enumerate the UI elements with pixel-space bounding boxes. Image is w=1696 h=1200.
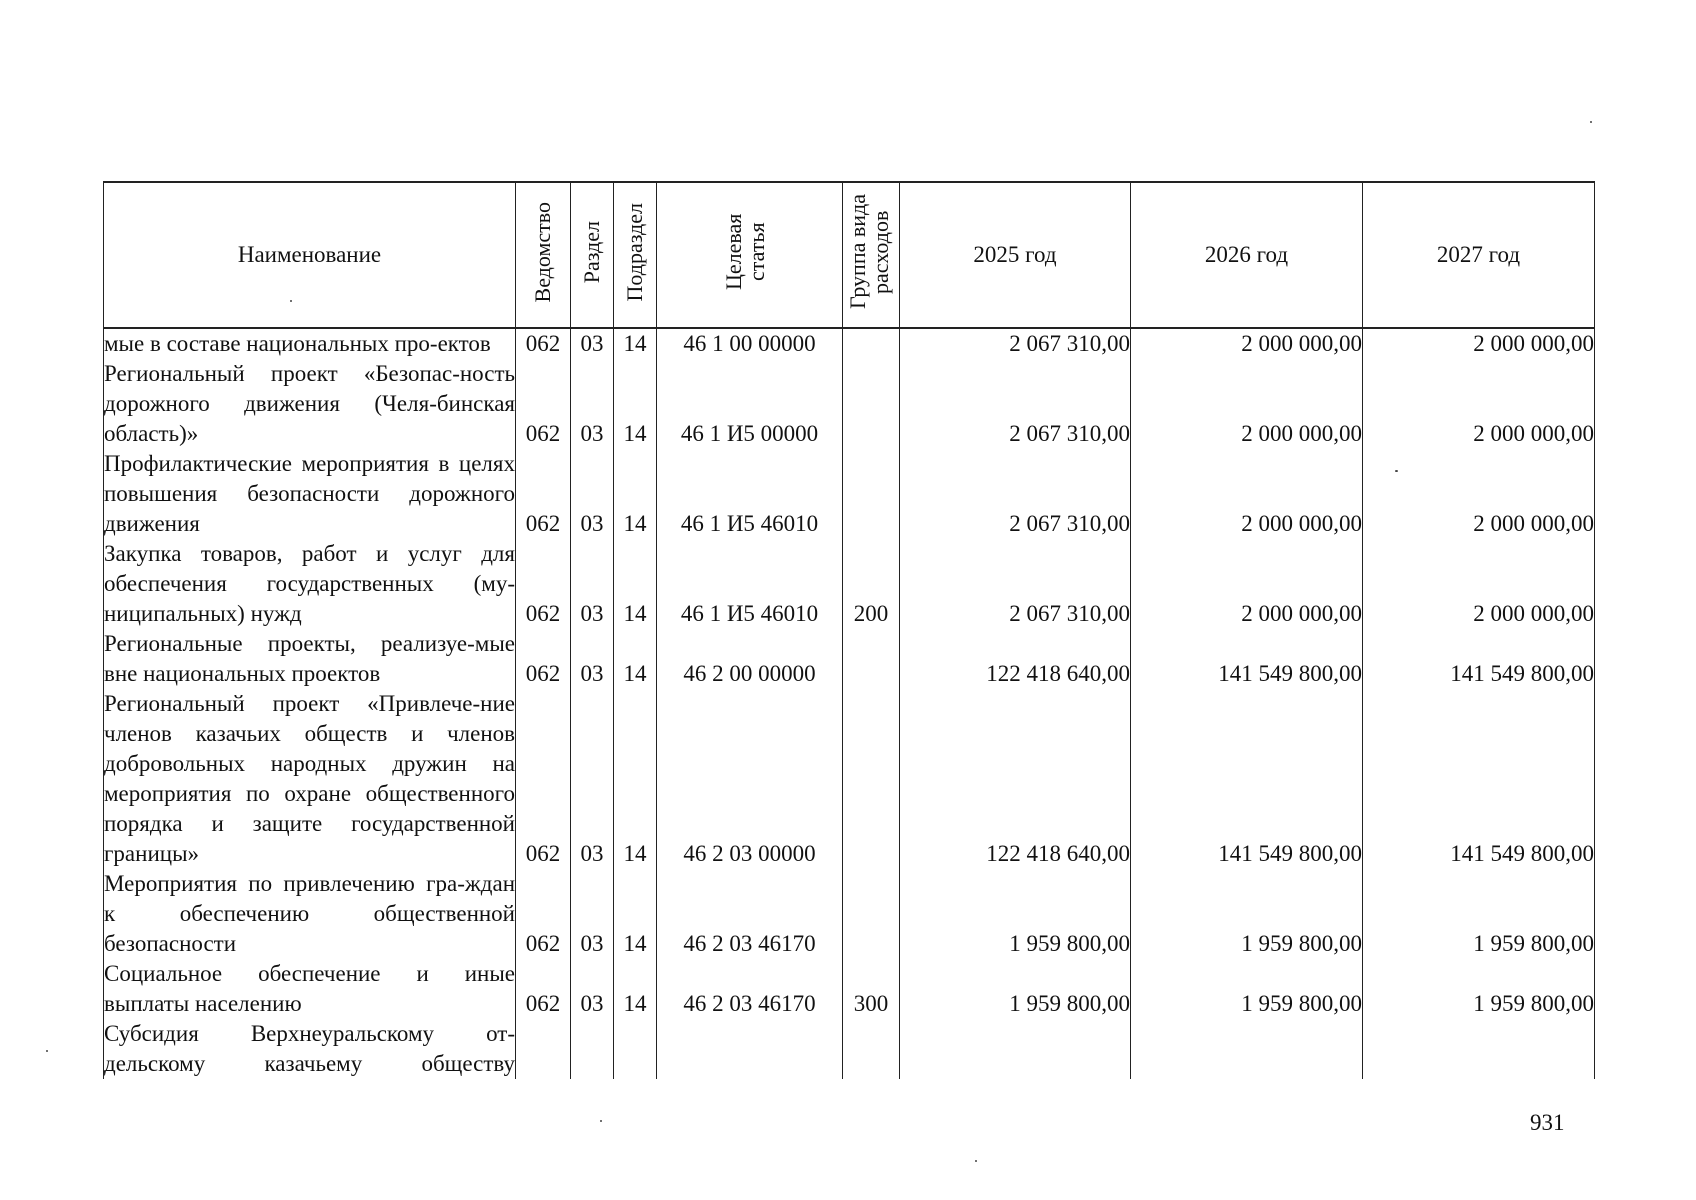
table-header xyxy=(104,182,1595,328)
row-section: 03 xyxy=(571,359,614,449)
row-amount-2025: 122 418 640,00 xyxy=(900,689,1131,869)
row-subsection: 14 xyxy=(614,359,657,449)
row-subsection: 14 xyxy=(614,959,657,1019)
table-row xyxy=(104,1019,1595,1079)
table-row xyxy=(104,959,1595,1019)
row-section xyxy=(571,1019,614,1079)
row-name: Профилактические мероприятия в целях повышения безопасности дорожного движения xyxy=(104,449,516,539)
row-amount-2027: 1 959 800,00 xyxy=(1363,869,1595,959)
row-department: 062 xyxy=(516,959,571,1019)
table-row xyxy=(104,869,1595,959)
budget-table xyxy=(103,181,1595,1079)
row-target-article: 46 1 00 00000 xyxy=(657,328,843,359)
header-2026: 2026 год xyxy=(1131,182,1363,328)
row-department: 062 xyxy=(516,629,571,689)
row-amount-2025: 1 959 800,00 xyxy=(900,869,1131,959)
row-expense-group xyxy=(843,328,900,359)
row-name: Мероприятия по привлечению гра-ждан к обеспечению общественной безопасности xyxy=(104,869,516,959)
row-subsection: 14 xyxy=(614,539,657,629)
row-section: 03 xyxy=(571,629,614,689)
row-section: 03 xyxy=(571,869,614,959)
row-name: Региональные проекты, реализуе-мые вне национальных проектов xyxy=(104,629,516,689)
row-amount-2025: 1 959 800,00 xyxy=(900,959,1131,1019)
row-amount-2026 xyxy=(1131,1019,1363,1079)
row-amount-2026: 1 959 800,00 xyxy=(1131,869,1363,959)
row-name: Социальное обеспечение и иные выплаты населению xyxy=(104,959,516,1019)
row-amount-2026: 1 959 800,00 xyxy=(1131,959,1363,1019)
row-amount-2027: 2 000 000,00 xyxy=(1363,328,1595,359)
row-amount-2025: 2 067 310,00 xyxy=(900,328,1131,359)
header-department: Ведомство xyxy=(516,182,571,328)
row-amount-2026: 2 000 000,00 xyxy=(1131,328,1363,359)
row-amount-2026: 2 000 000,00 xyxy=(1131,449,1363,539)
row-amount-2026: 141 549 800,00 xyxy=(1131,689,1363,869)
row-department: 062 xyxy=(516,869,571,959)
scan-speck xyxy=(1395,470,1398,472)
scan-speck xyxy=(290,300,292,302)
row-amount-2027: 141 549 800,00 xyxy=(1363,629,1595,689)
row-section: 03 xyxy=(571,959,614,1019)
table-row xyxy=(104,359,1595,449)
row-expense-group xyxy=(843,629,900,689)
row-target-article: 46 1 И5 00000 xyxy=(657,359,843,449)
header-2027: 2027 год xyxy=(1363,182,1595,328)
row-section: 03 xyxy=(571,539,614,629)
row-subsection: 14 xyxy=(614,449,657,539)
row-amount-2027: 141 549 800,00 xyxy=(1363,689,1595,869)
scan-speck xyxy=(1590,121,1592,123)
row-amount-2027: 1 959 800,00 xyxy=(1363,959,1595,1019)
row-name: Региональный проект «Безопас-ность дорожного движения (Челя-бинская область)» xyxy=(104,359,516,449)
row-name: Региональный проект «Привлече-ние членов казачьих обществ и членов добровольных народных дружин на мероприятия по охране общественного порядка и защите государственной границы» xyxy=(104,689,516,869)
row-expense-group: 300 xyxy=(843,959,900,1019)
row-amount-2025: 122 418 640,00 xyxy=(900,629,1131,689)
row-name: мые в составе национальных про-ектов xyxy=(104,328,516,359)
row-amount-2027: 2 000 000,00 xyxy=(1363,359,1595,449)
table-body xyxy=(104,328,1595,1079)
row-section: 03 xyxy=(571,449,614,539)
row-subsection: 14 xyxy=(614,328,657,359)
row-subsection: 14 xyxy=(614,869,657,959)
row-department: 062 xyxy=(516,359,571,449)
row-target-article: 46 2 03 46170 xyxy=(657,959,843,1019)
row-expense-group xyxy=(843,1019,900,1079)
row-amount-2027 xyxy=(1363,1019,1595,1079)
row-section: 03 xyxy=(571,689,614,869)
table-row xyxy=(104,629,1595,689)
row-amount-2025: 2 067 310,00 xyxy=(900,539,1131,629)
scan-speck xyxy=(600,1120,602,1122)
row-department: 062 xyxy=(516,689,571,869)
header-target-article: Целевая статья xyxy=(657,182,843,328)
row-target-article: 46 2 03 46170 xyxy=(657,869,843,959)
row-subsection xyxy=(614,1019,657,1079)
header-name: Наименование xyxy=(104,182,516,328)
row-target-article: 46 2 00 00000 xyxy=(657,629,843,689)
header-section: Раздел xyxy=(571,182,614,328)
row-amount-2025 xyxy=(900,1019,1131,1079)
row-expense-group xyxy=(843,869,900,959)
row-department: 062 xyxy=(516,328,571,359)
table-row xyxy=(104,328,1595,359)
row-target-article: 46 1 И5 46010 xyxy=(657,449,843,539)
row-amount-2027: 2 000 000,00 xyxy=(1363,449,1595,539)
row-name: Закупка товаров, работ и услуг для обеспечения государственных (му-ниципальных) нужд xyxy=(104,539,516,629)
scan-speck xyxy=(975,1160,977,1162)
row-amount-2025: 2 067 310,00 xyxy=(900,449,1131,539)
row-target-article: 46 1 И5 46010 xyxy=(657,539,843,629)
row-amount-2026: 2 000 000,00 xyxy=(1131,359,1363,449)
page-number: 931 xyxy=(1530,1110,1565,1135)
row-subsection: 14 xyxy=(614,689,657,869)
row-expense-group xyxy=(843,449,900,539)
row-department: 062 xyxy=(516,539,571,629)
row-department: 062 xyxy=(516,449,571,539)
header-expense-group: Группа вида расходов xyxy=(843,182,900,328)
row-amount-2027: 2 000 000,00 xyxy=(1363,539,1595,629)
header-subsection: Подраздел xyxy=(614,182,657,328)
row-department xyxy=(516,1019,571,1079)
table-row xyxy=(104,449,1595,539)
table-row xyxy=(104,689,1595,869)
header-2025: 2025 год xyxy=(900,182,1131,328)
row-expense-group xyxy=(843,359,900,449)
row-amount-2026: 141 549 800,00 xyxy=(1131,629,1363,689)
row-target-article: 46 2 03 00000 xyxy=(657,689,843,869)
row-name: Субсидия Верхнеуральскому от-дельскому казачьему обществу xyxy=(104,1019,516,1079)
row-amount-2026: 2 000 000,00 xyxy=(1131,539,1363,629)
scan-speck xyxy=(46,1050,48,1052)
row-subsection: 14 xyxy=(614,629,657,689)
table-row xyxy=(104,539,1595,629)
row-section: 03 xyxy=(571,328,614,359)
row-expense-group: 200 xyxy=(843,539,900,629)
row-expense-group xyxy=(843,689,900,869)
row-target-article xyxy=(657,1019,843,1079)
row-amount-2025: 2 067 310,00 xyxy=(900,359,1131,449)
